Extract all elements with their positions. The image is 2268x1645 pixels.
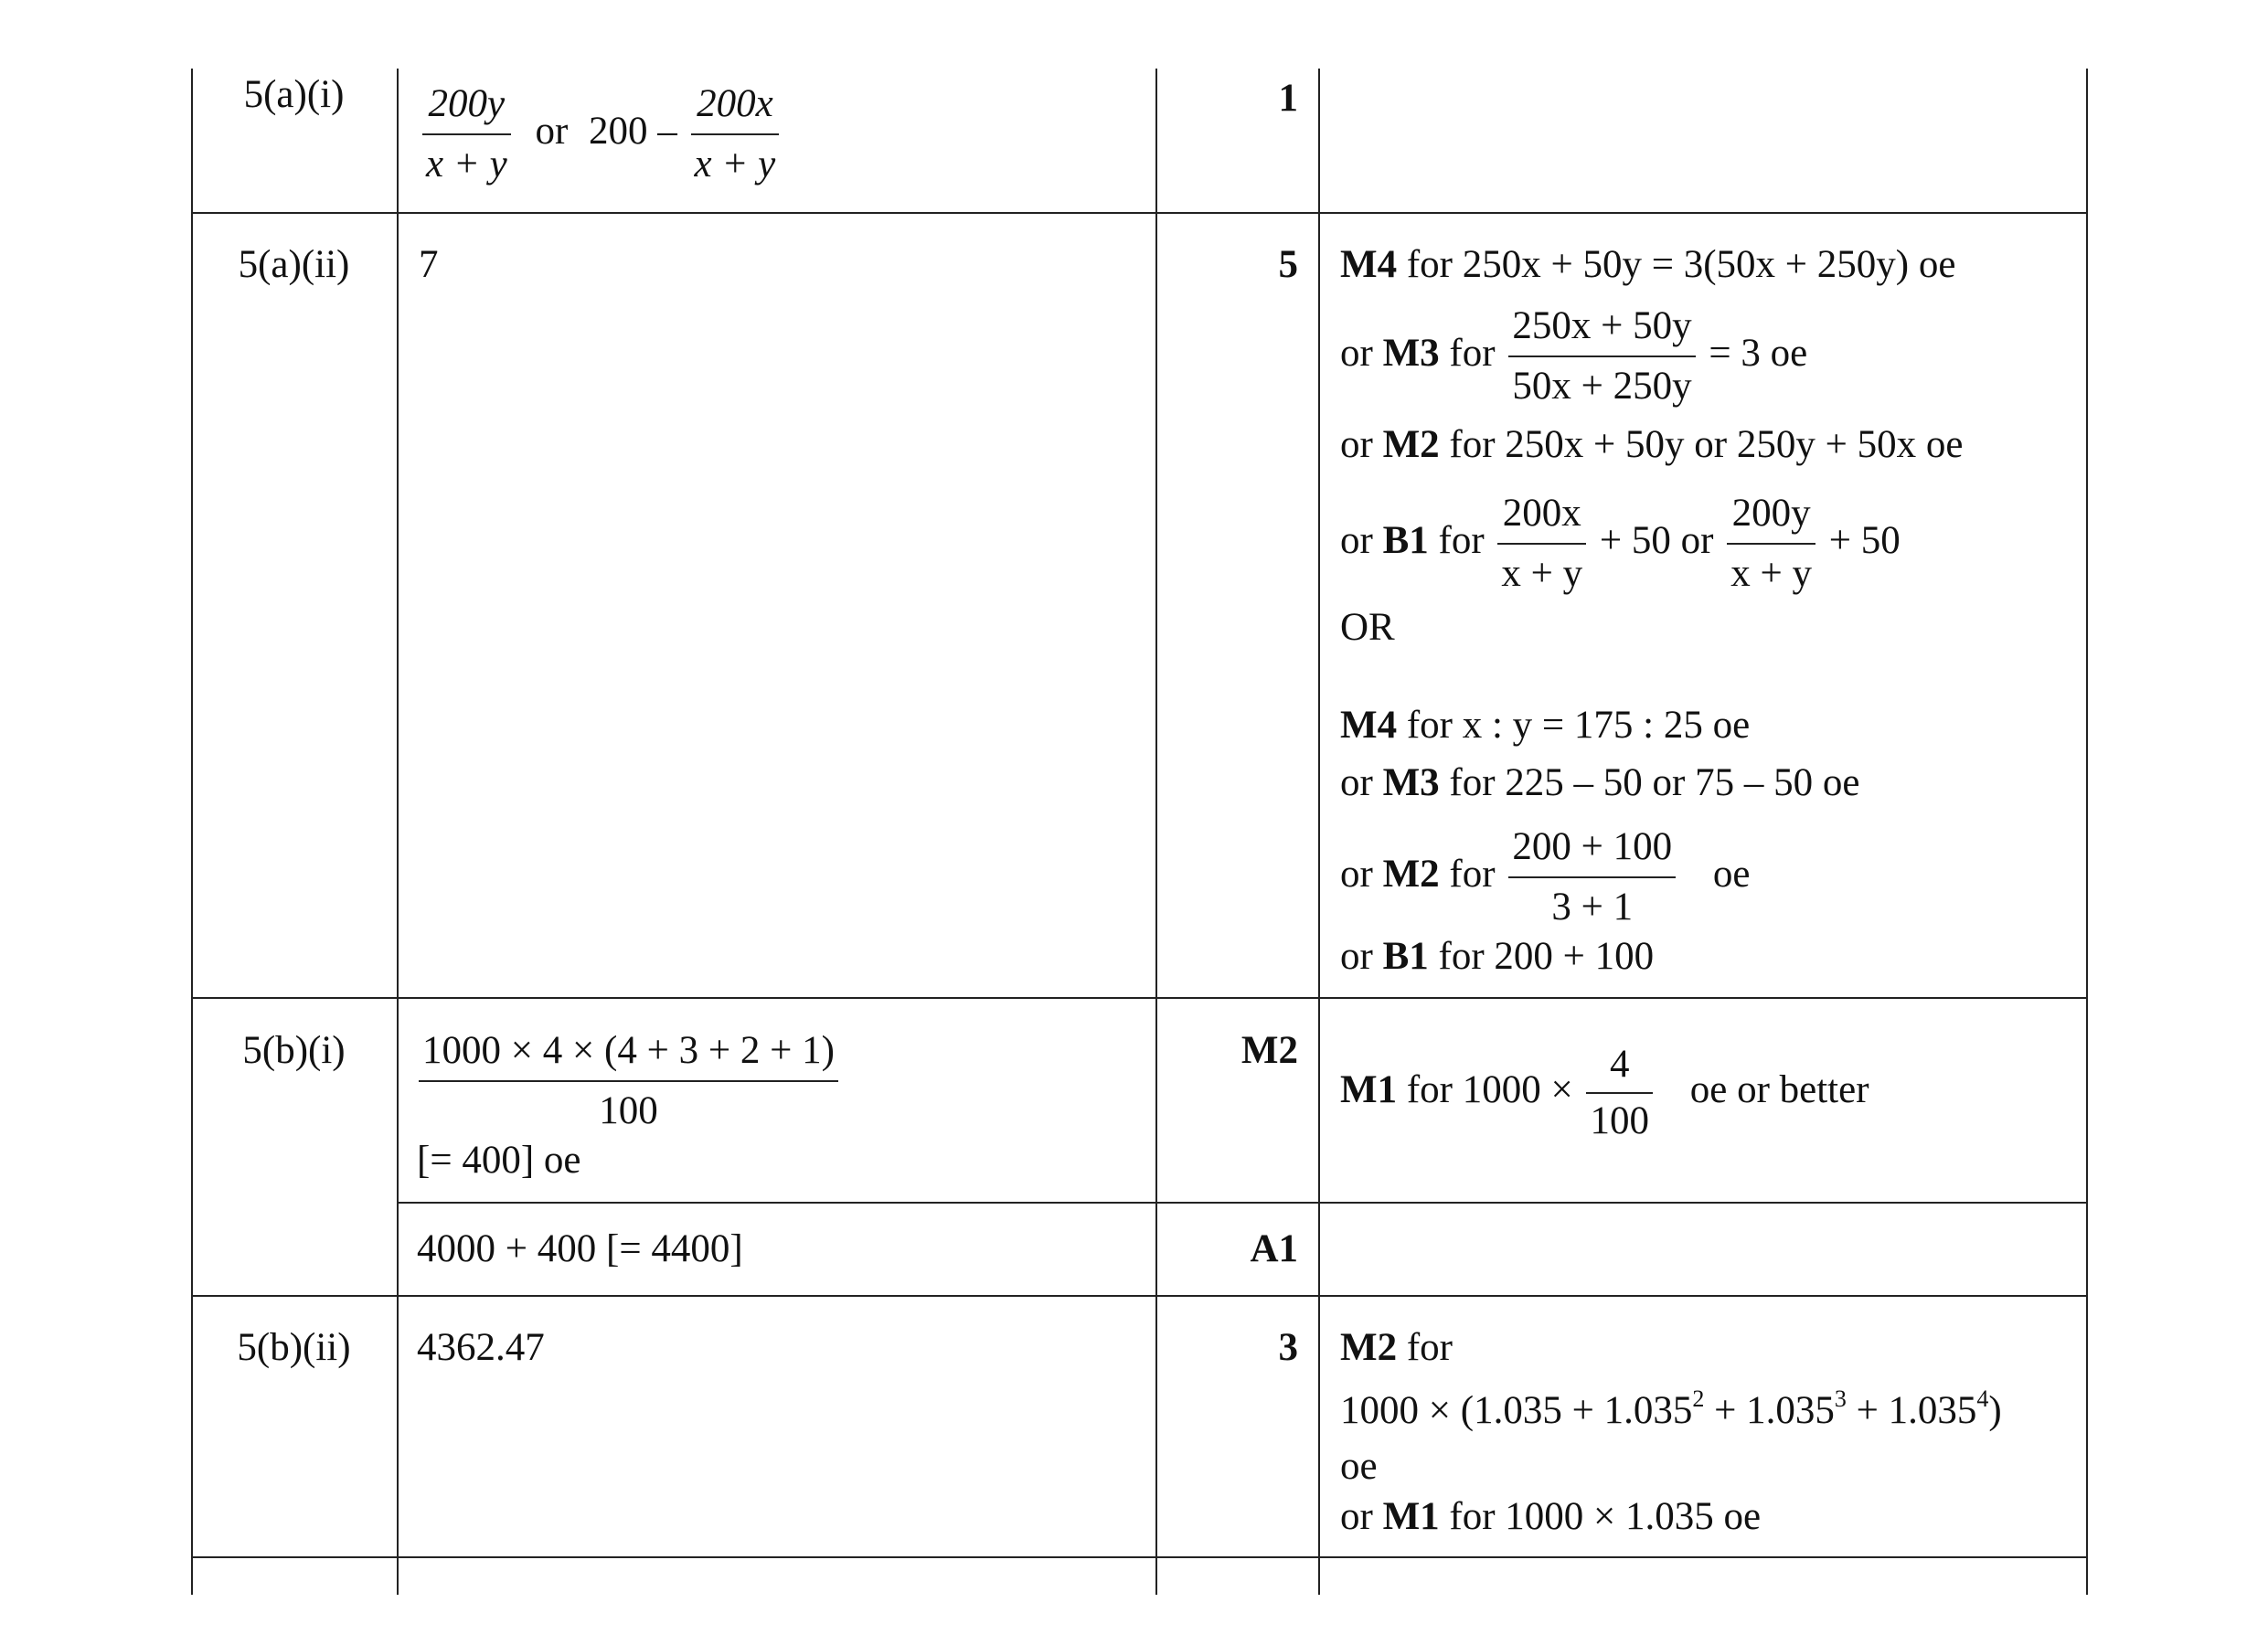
row-divider: [191, 1295, 2088, 1297]
guidance-text: + 50 or: [1599, 518, 1714, 562]
guidance-line: [1340, 245, 1955, 284]
question-number: 5(a)(i): [243, 73, 345, 116]
fraction: [1727, 484, 1815, 603]
for-text: for: [1449, 852, 1496, 896]
row-divider: [191, 1556, 2088, 1558]
guidance-text: for x : y = 175 : 25 oe: [1406, 704, 1751, 747]
guidance-text: for 250x + 50y = 3(50x + 250y) oe: [1406, 243, 1956, 286]
numerator: 250x + 50y: [1508, 297, 1695, 357]
row-divider: [191, 997, 2088, 999]
for-text: for: [1438, 518, 1485, 562]
guidance-text: 1000 × (1.035 + 1.035: [1340, 1389, 1693, 1432]
mark-code: M3: [1382, 761, 1440, 804]
denominator: x + y: [426, 143, 507, 186]
numerator: 200y: [1727, 484, 1815, 545]
guidance-line: [1340, 937, 1654, 976]
guidance-text: for 1000 ×: [1406, 1067, 1573, 1111]
guidance-text: for 225 – 50 or 75 – 50 oe: [1449, 761, 1860, 804]
or-text: or: [1340, 423, 1373, 466]
mark-code: M2: [1382, 423, 1440, 466]
numerator: 200x: [691, 75, 780, 135]
guidance-line: [1340, 1328, 1453, 1367]
or-text: or: [1340, 935, 1373, 978]
denominator: 3 + 1: [1551, 886, 1634, 929]
or-text: or: [535, 109, 569, 153]
numerator: 200 + 100: [1508, 818, 1676, 878]
denominator: x + y: [1730, 552, 1813, 595]
fraction: [419, 1022, 838, 1141]
guidance-text: for 200 + 100: [1438, 935, 1655, 978]
guidance-text: ): [1988, 1389, 2002, 1432]
guidance-line: [1340, 706, 1750, 745]
mark-code: M2: [1382, 852, 1440, 896]
row-divider: [191, 212, 2088, 214]
column-divider-answer: [397, 69, 399, 1595]
fraction: [1586, 1037, 1653, 1149]
guidance-text: + 1.035: [1704, 1389, 1835, 1432]
numerator: 1000 × 4 × (4 + 3 + 2 + 1): [419, 1022, 838, 1082]
column-divider-marks: [1155, 69, 1157, 1595]
answer-expression: [419, 75, 783, 194]
fraction: [1508, 297, 1695, 416]
question-number: 5(a)(ii): [238, 243, 350, 286]
row-divider: [397, 1202, 2088, 1204]
guidance-line: [1340, 818, 1750, 937]
for-text: for: [1449, 331, 1496, 375]
mark-code: M1: [1382, 1495, 1440, 1538]
numerator: 4: [1586, 1037, 1653, 1094]
exponent: 3: [1834, 1385, 1847, 1412]
fraction: [1508, 818, 1676, 937]
answer-term: 200 –: [589, 109, 677, 153]
answer-value: 4362.47: [417, 1326, 545, 1369]
or-text: or: [1340, 1495, 1373, 1538]
fraction: [1497, 484, 1586, 603]
guidance-line: [1340, 297, 1807, 416]
guidance-line: [1340, 484, 1901, 603]
mark-code: M2: [1340, 1326, 1398, 1369]
exponent: 4: [1976, 1385, 1989, 1412]
numerator: 200y: [422, 75, 511, 135]
marks-value: M2: [1240, 1029, 1298, 1072]
answer-value: [= 400] oe: [417, 1139, 581, 1182]
question-number: 5(b)(i): [242, 1029, 346, 1072]
or-text: or: [1340, 761, 1373, 804]
answer-value: 4000 + 400 [= 4400]: [417, 1227, 743, 1270]
guidance-text: = 3 oe: [1709, 331, 1808, 375]
table-border-right: [2086, 69, 2088, 1595]
mark-code: M1: [1340, 1067, 1398, 1111]
marks-value: 3: [1278, 1326, 1298, 1369]
guidance-text: for 250x + 50y or 250y + 50x oe: [1449, 423, 1964, 466]
guidance-text: oe: [1712, 852, 1751, 896]
or-text: or: [1340, 331, 1373, 375]
denominator: 100: [1590, 1099, 1649, 1142]
denominator: 50x + 250y: [1512, 365, 1692, 408]
denominator: x + y: [694, 143, 776, 186]
marks-value: 1: [1278, 77, 1298, 120]
mark-code: B1: [1382, 935, 1429, 978]
marks-value: A1: [1250, 1227, 1298, 1270]
denominator: 100: [599, 1089, 658, 1132]
exponent: 2: [1692, 1385, 1705, 1412]
marks-value: 5: [1278, 243, 1298, 286]
question-number: 5(b)(ii): [237, 1326, 351, 1369]
guidance-text: + 1.035: [1846, 1389, 1977, 1432]
or-text: or: [1340, 518, 1373, 562]
or-text: or: [1340, 852, 1373, 896]
guidance-text: + 50: [1828, 518, 1901, 562]
guidance-line: [1340, 1497, 1761, 1536]
mark-code: M3: [1382, 331, 1440, 375]
guidance-or-separator: OR: [1340, 606, 1395, 649]
mark-code: M4: [1340, 704, 1398, 747]
guidance-line: [1340, 1387, 2002, 1430]
guidance-line: oe: [1340, 1445, 1378, 1488]
fraction: [422, 75, 511, 194]
fraction: [691, 75, 780, 194]
column-divider-notes: [1318, 69, 1320, 1595]
answer-expression: [419, 1022, 838, 1141]
guidance-text: for: [1406, 1326, 1453, 1369]
mark-code: M4: [1340, 243, 1398, 286]
mark-code: B1: [1382, 518, 1429, 562]
answer-value: 7: [419, 243, 439, 286]
guidance-line: [1340, 425, 1963, 464]
numerator: 200x: [1497, 484, 1586, 545]
guidance-line: [1340, 1037, 1869, 1149]
guidance-text: oe or better: [1689, 1067, 1869, 1111]
denominator: x + y: [1501, 552, 1583, 595]
guidance-line: [1340, 763, 1859, 802]
guidance-text: for 1000 × 1.035 oe: [1449, 1495, 1762, 1538]
